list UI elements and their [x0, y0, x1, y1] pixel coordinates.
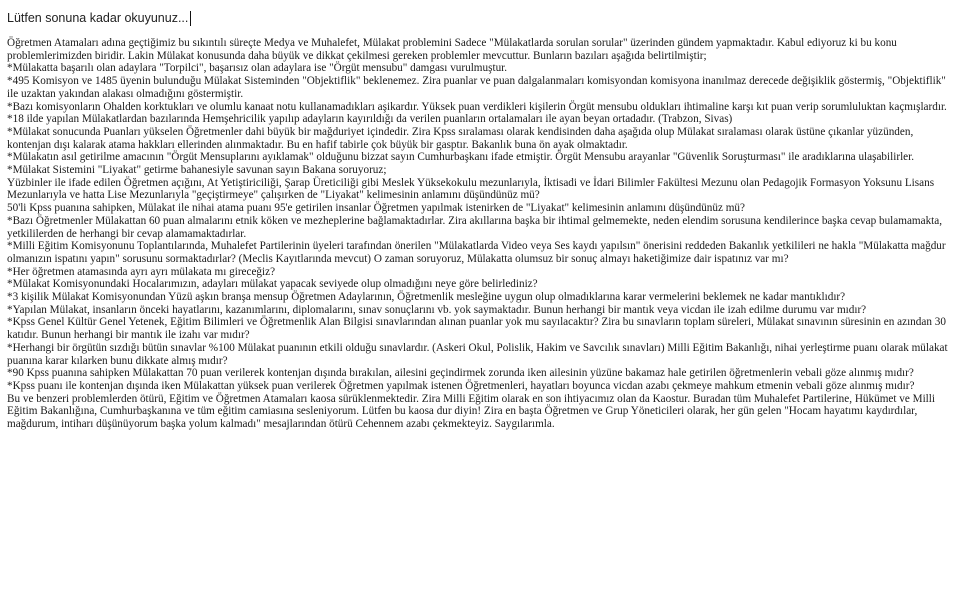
- paragraph: *Mülakat Komisyonundaki Hocalarımızın, adayları mülakat yapacak seviyede olup olmadığını neye göre belirlediniz?: [7, 278, 538, 291]
- paragraph: *Yapılan Mülakat, insanların önceki hayatlarını, kazanımlarını, diplomalarını, sınav sonuçlarını vb. yok saymaktadır. Bunun herhangi bir mantık veya vicdan ile izah edilme durumu var mıdır?: [7, 303, 867, 316]
- header-text: Lütfen sonuna kadar okuyunuz...: [7, 11, 189, 25]
- paragraph: *Kpss puanı ile kontenjan dışında iken Mülakattan yüksek puan verilerek Öğretmen yapılmak istenen Öğretmenleri, hayatları boyunca vicdan azabı çekmeye mahkum etmenin vebali göze alınmış mıdır?: [7, 379, 915, 392]
- paragraph: *Her öğretmen atamasında ayrı ayrı mülakata mı gireceğiz?: [7, 265, 276, 278]
- text-cursor: [190, 11, 191, 26]
- document-header[interactable]: [7, 6, 950, 30]
- paragraph: *Bazı komisyonların Ohalden korktukları ve olumlu kanaat notu kullanamadıkları aşikardır. Yüksek puan verdikleri kişilerin Örgüt mensubu oldukları ihtimaline karşı kıt puan verip sorumluluktan kaçmışlardır.: [7, 100, 947, 113]
- paragraph: *Kpss Genel Kültür Genel Yetenek, Eğitim Bilimleri ve Öğretmenlik Alan Bilgisi sınavlarından alınan puanlar yok mu sayılacaktır? Zira bu sınavların toplam süreleri, Mülakat sınavının süresinin en azından 30 katıdır. Bunun herhangi bir mantık ile izahı var mıdır?: [7, 316, 946, 342]
- paragraph: Yüzbinler ile ifade edilen Öğretmen açığını, At Yetiştiriciliği, Şarap Üreticiliği gibi Meslek Yüksekokulu mezunlarıyla, İktisadi ve İdari Bilimler Fakültesi Mezunu olan Pedagojik Formasyon Yoksunu Lisans Mezunlarıyla ve hatta Lise Mezunlarıyla "geçiştirmeye" çalışırken de "Liyakat" kelimesinin anlamını düşündünüz mü?: [7, 176, 935, 202]
- paragraph: *Mülakatın asıl getirilme amacının "Örgüt Mensuplarını ayıklamak" olduğunu bizzat sayın Cumhurbaşkanı ifade etmiştir. Örgüt Mensubu arayanlar "Güvenlik Soruşturması" ile aradıklarına ulaşabilirler.: [7, 151, 915, 164]
- paragraph: 50'li Kpss puanına sahipken, Mülakat ile nihai atama puanı 95'e getirilen insanlar Öğretmen yapılmak istenirken de "Liyakat" kelimesinin anlamını düşündünüz mü?: [7, 202, 745, 215]
- paragraph: Öğretmen Atamaları adına geçtiğimiz bu sıkıntılı süreçte Medya ve Muhalefet, Mülakat problemini Sadece "Mülakatlarda sorulan sorular" üzerinden gündem yapmaktadır. Kabul ediyoruz ki bu konu problemlerimizden biridir. Lakin Mülakat konusunda daha büyük ve dikkat çekilmesi gereken problemler mevcuttur. Bunların bazıları aşağıda belirtilmiştir;: [7, 37, 897, 62]
- paragraph: *Herhangi bir örgütün sızdığı bütün sınavlar %100 Mülakat puanının etkili olduğu sınavlardır. (Askeri Okul, Polislik, Hakim ve Savcılık sınavları) Milli Eğitim Bakanlığı, nihai yerleştirme puanı olarak mülakat puanına karar kılarken bunu dikkate almış mıdır?: [7, 341, 948, 367]
- paragraph: *3 kişilik Mülakat Komisyonundan Yüzü aşkın branşa mensup Öğretmen Adaylarının, Öğretmenlik mesleğine uygun olup olmadıklarına karar vermelerini beklemek ne kadar mantıklıdır?: [7, 291, 846, 304]
- paragraph: *Mülakat sonucunda Puanları yükselen Öğretmenler dahi büyük bir mağduriyet içindedir. Zira Kpss sıralaması olarak kendisinden daha aşağıda olup Mülakat sıralaması olarak üstüne çıkanlar yüzünden, kontenjan dışı kalarak atama hakkları ellerinden alınmaktadır. Bu en hafif tabirle çok büyük bir gasptır. Bakanlık buna ön ayak olmaktadır.: [7, 125, 914, 151]
- paragraph: *18 ilde yapılan Mülakatlardan bazılarında Hemşehricilik yapılıp adayların kayırıldığı da verilen puanların ortalamaları ile ayan beyan ortadadır. (Trabzon, Sivas): [7, 113, 733, 126]
- paragraph: *90 Kpss puanına sahipken Mülakattan 70 puan verilerek kontenjan dışında bırakılan, ailesini geçindirmek zorunda iken ailesinin yüzüne bakamaz hale getirilen öğretmenlerin vebali göze alınmış mıdır?: [7, 367, 914, 380]
- paragraph: *Mülakatta başarılı olan adaylara "Torpilci", başarısız olan adaylara ise "Örgüt mensubu" damgası vurulmuştur.: [7, 62, 508, 75]
- paragraph: Bu ve benzeri problemlerden ötürü, Eğitim ve Öğretmen Atamaları kaosa sürüklenmektedir. Zira Milli Eğitim olarak en son ihtiyacımız olan da Kaostur. Buradan tüm Muhalefet Partilerine, Hükümet ve Milli Eğitim Bakanlığına, Cumhurbaşkanına ve tüm eğitim camiasına sesleniyorum. Lütfen bu kaosa dur diyin! Zira en başta Öğretmen ve Grup Yöneticileri olarak, her gün gelen "Hocam hayatımı kaydırdılar, mağdurum, intiharı düşünüyorum başka yolum kalmadı" mesajlarından ötürü Cehennem azabı çekmekteyiz. Saygılarımla.: [7, 392, 936, 431]
- paragraph: *Milli Eğitim Komisyonunu Toplantılarında, Muhalefet Partilerinin üyeleri tarafından önerilen "Mülakatlarda Video veya Ses kaydı yapılsın" önerisini reddeden Bakanlık yetkilileri ne hakla "Mülakatta mağdur olmanızın ispatını yapın" sorusunu sormaktadırlar? (Meclis Kayıtlarında mevcut) O zaman soruyoruz, Mülakatta olumsuz bir sonuç almayı haketiğimize dair ispatınız var mı?: [7, 240, 946, 265]
- paragraph: *Mülakat Sistemini "Liyakat" getirme bahanesiyle savunan sayın Bakana soruyoruz;: [7, 164, 387, 177]
- paragraph: *Bazı Öğretmenler Mülakattan 60 puan almalarını etnik köken ve mezheplerine bağlamaktadırlar. Zira akıllarına başka bir ihtimal gelmemekte, neden elendim sorusuna kendilerince başka cevap bulamamakta, yetkililerden de herhangi bir cevap alamamaktadırlar.: [7, 214, 943, 240]
- paragraph: *495 Komisyon ve 1485 üyenin bulunduğu Mülakat Sisteminden "Objektiflik" beklenemez. Zira puanlar ve puan dalgalanmaları komisyondan komisyona inanılmaz derecede değişiklik göstermiş, "Objektiflik" ile uzaktan yakından alakası olmadığını göstermiştir.: [7, 75, 946, 100]
- document-body[interactable]: [7, 37, 951, 431]
